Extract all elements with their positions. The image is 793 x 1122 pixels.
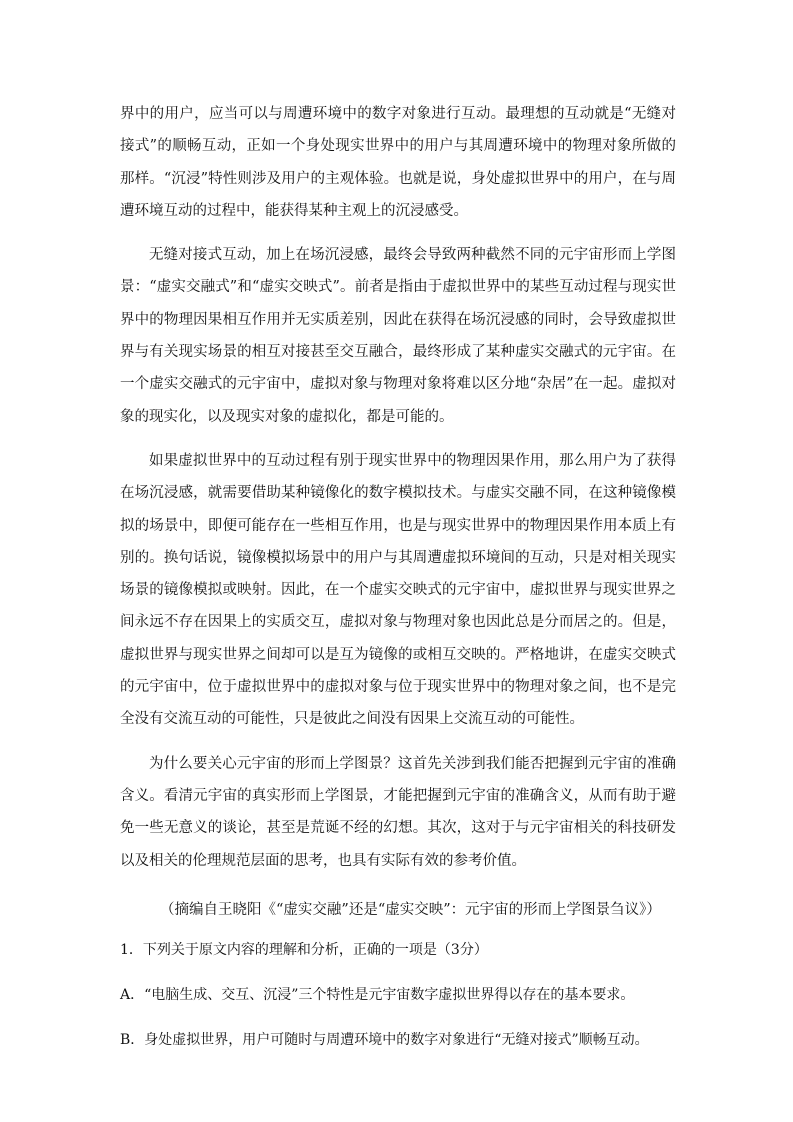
paragraph-4: 为什么要关心元宇宙的形而上学图景？这首先关涉到我们能否把握到元宇宙的准确含义。看清元宇宙的真实形而上学图景，才能把握到元宇宙的准确含义，从而有助于避免一些无意义的谈论，甚至是荒诞不经的幻想。其次，这对于与元宇宙相关的科技研发以及相关的伦理规范层面的思考，也具有实际有效的参考价值。 — [120, 755, 676, 869]
option-a: A．“电脑生成、交互、沉浸”三个特性是元宇宙数字虚拟世界得以存在的基本要求。 — [120, 986, 635, 1003]
paragraph-3: 如果虚拟世界中的互动过程有别于现实世界中的物理因果作用，那么用户为了获得在场沉浸感，就需要借助某种镜像化的数字模拟技术。与虚实交融不同，在这种镜像模拟的场景中，即便可能存在一些相互作用，也是与现实世界中的物理因果作用本质上有别的。换句话说，镜像模拟场景中的用户与其周遭虚拟环境间的互动，只是对相关现实场景的镜像模拟或映射。因此，在一个虚实交映式的元宇宙中，虚拟世界与现实世界之间永远不存在因果上的实质交互，虚拟对象与物理对象也因此总是分而居之的。但是，虚拟世界与现实世界之间却可以是互为镜像的或相互交映的。严格地讲，在虚实交映式的元宇宙中，位于虚拟世界中的虚拟对象与位于现实世界中的物理对象之间，也不是完全没有交流互动的可能性，只是彼此之间没有因果上交流互动的可能性。 — [120, 452, 676, 728]
option-b: B．身处虚拟世界，用户可随时与周遭环境中的数字对象进行“无缝对接式”顺畅互动。 — [120, 1031, 649, 1048]
paragraph-2: 无缝对接式互动，加上在场沉浸感，最终会导致两种截然不同的元宇宙形而上学图景：“虚实交融式”和“虚实交映式”。前者是指由于虚拟世界中的某些互动过程与现实世界中的物理因果相互作用并无实质差别，因此在获得在场沉浸感的同时，会导致虚拟世界与有关现实场景的相互对接甚至交互融合，最终形成了某种虚实交融式的元宇宙。在一个虚实交融式的元宇宙中，虚拟对象与物理对象将难以区分地“杂居”在一起。虚拟对象的现实化，以及现实对象的虚拟化，都是可能的。 — [120, 247, 676, 425]
source-citation: （摘编自王晓阳《“虚实交融”还是“虚实交映”：元宇宙的形而上学图景刍议》） — [160, 901, 661, 918]
document-page — [120, 98, 676, 1055]
question-stem: 1．下列关于原文内容的理解和分析，正确的一项是（3分） — [120, 941, 488, 958]
paragraph-1: 界中的用户，应当可以与周遭环境中的数字对象进行互动。最理想的互动就是“无缝对接式”的顺畅互动，正如一个身处现实世界中的用户与其周遭环境中的物理对象所做的那样。“沉浸”特性则涉及用户的主观体验。也就是说，身处虚拟世界中的用户，在与周遭环境互动的过程中，能获得某种主观上的沉浸感受。 — [120, 106, 676, 219]
